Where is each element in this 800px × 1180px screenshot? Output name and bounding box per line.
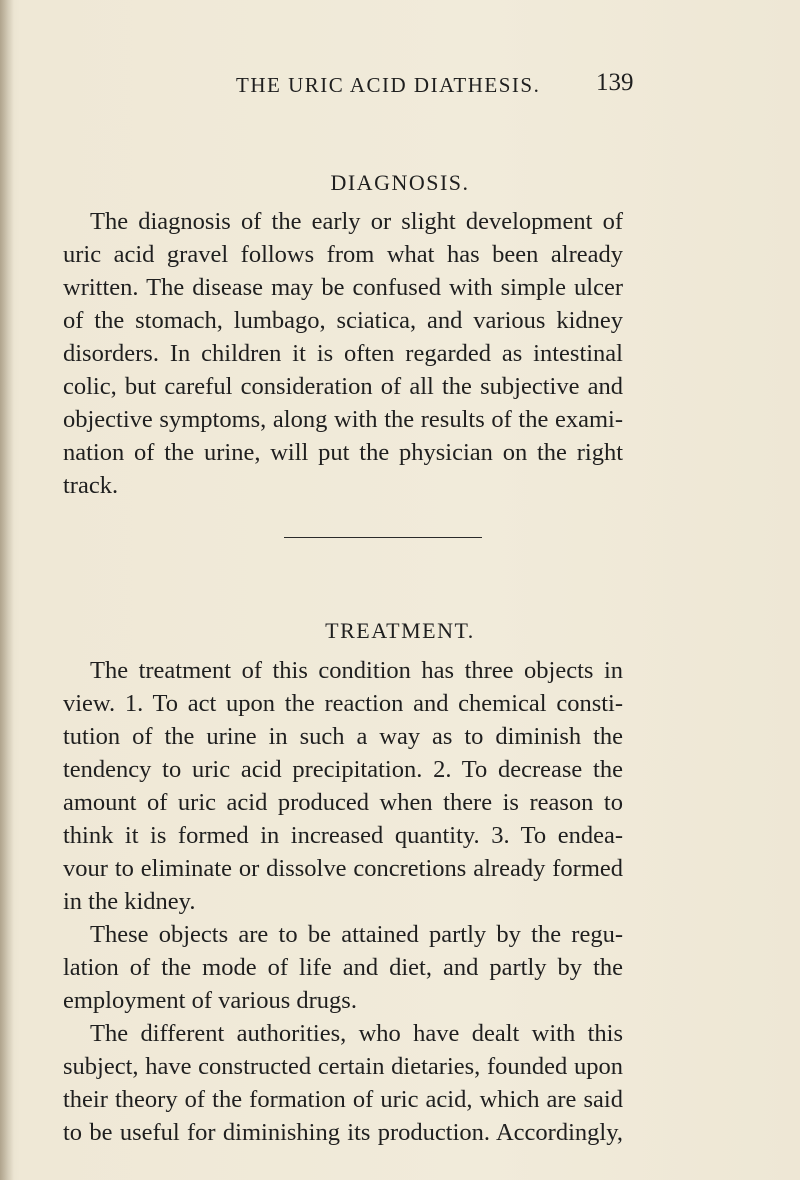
text-line: The different authorities, who have dealt with this [90, 1020, 623, 1047]
text-line: to be useful for diminishing its production. Accordingly, [63, 1119, 623, 1146]
text-line: lation of the mode of life and diet, and partly by the [63, 954, 623, 981]
text-line: objective symptoms, along with the results of the exami- [63, 406, 623, 433]
text-line: in the kidney. [63, 888, 196, 915]
text-line: uric acid gravel follows from what has been already [63, 241, 623, 268]
text-line: These objects are to be attained partly by the regu- [90, 921, 623, 948]
running-head-title: THE URIC ACID DIATHESIS. [236, 73, 541, 97]
text-line: The treatment of this condition has three objects in [90, 657, 623, 684]
text-line: think it is formed in increased quantity. 3. To endea- [63, 822, 623, 849]
text-line: written. The disease may be confused with simple ulcer [63, 274, 623, 301]
text-line: nation of the urine, will put the physician on the right [63, 439, 623, 466]
text-line: employment of various drugs. [63, 987, 357, 1014]
text-line: The diagnosis of the early or slight development of [90, 208, 623, 235]
text-line: tendency to uric acid precipitation. 2. To decrease the [63, 756, 623, 783]
text-line: subject, have constructed certain dietaries, founded upon [63, 1053, 623, 1080]
page-number: 139 [596, 69, 634, 96]
treatment-paragraphs [63, 654, 623, 1149]
section-heading-diagnosis: DIAGNOSIS. [330, 170, 470, 195]
text-line: disorders. In children it is often regarded as intestinal [63, 340, 623, 367]
text-line: colic, but careful consideration of all the subjective and [63, 373, 623, 400]
text-line: amount of uric acid produced when there is reason to [63, 789, 623, 816]
section-heading-treatment: TREATMENT. [325, 618, 475, 643]
text-line: tution of the urine in such a way as to diminish the [63, 723, 623, 750]
text-line: their theory of the formation of uric acid, which are said [63, 1086, 623, 1113]
text-line: track. [63, 472, 119, 499]
section-divider [284, 537, 482, 538]
text-line: vour to eliminate or dissolve concretions already formed [63, 855, 623, 882]
diagnosis-paragraph [63, 205, 623, 502]
text-line: of the stomach, lumbago, sciatica, and various kidney [63, 307, 623, 334]
text-line: view. 1. To act upon the reaction and chemical consti- [63, 690, 623, 717]
